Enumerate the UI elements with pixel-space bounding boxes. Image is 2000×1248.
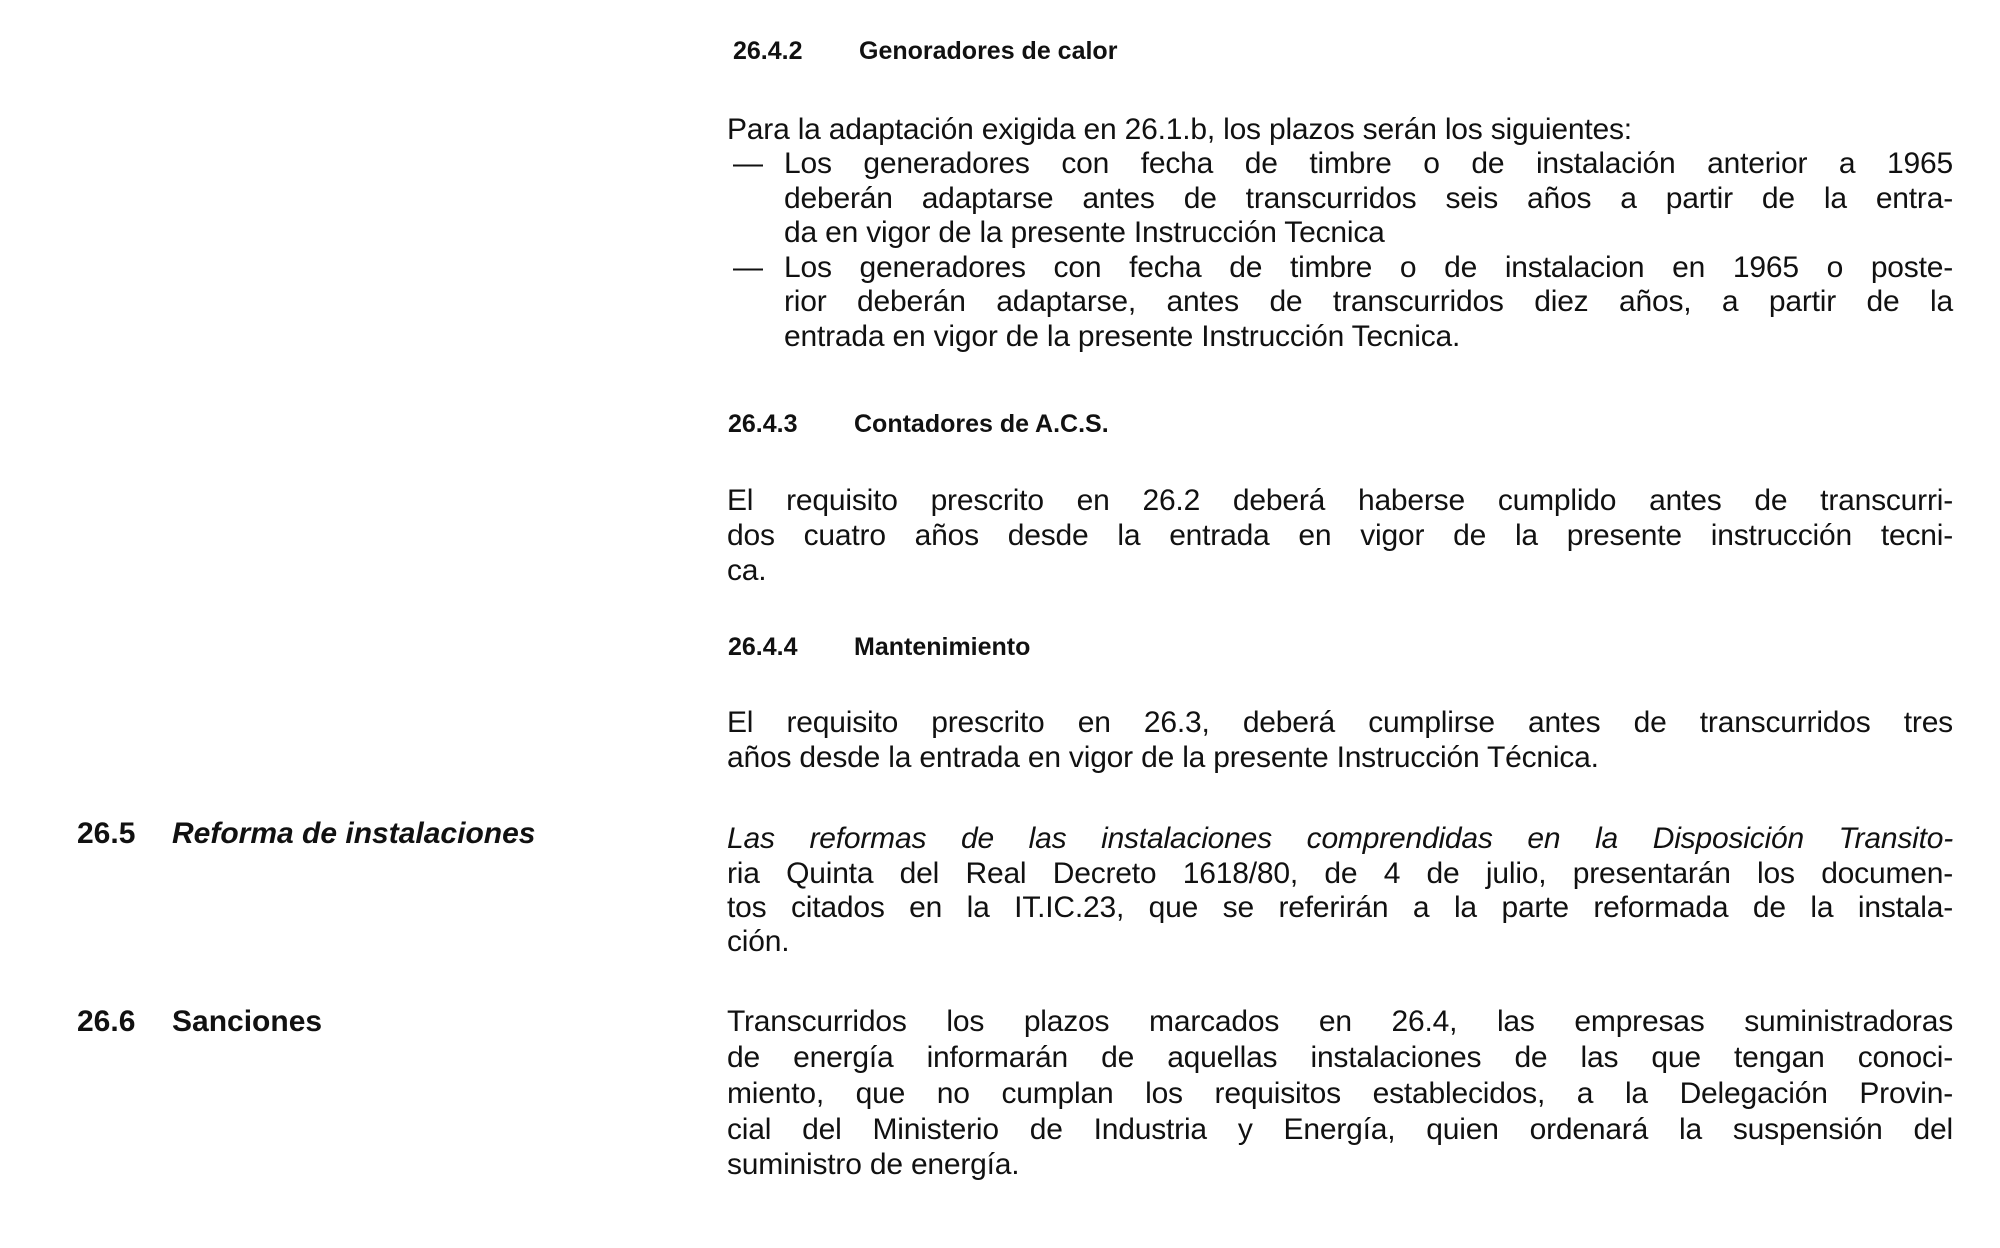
section-number: 26.5 <box>77 817 136 850</box>
section-title: Reforma de instalaciones <box>172 817 536 850</box>
paragraph-line: ca. <box>727 554 767 587</box>
paragraph-line: años desde la entrada en vigor de la presente Instrucción Técnica. <box>727 741 1599 774</box>
paragraph-line: miento, que no cumplan los requisitos establecidos, a la Delegación Provin- <box>727 1077 1953 1110</box>
dash-bullet-icon: — <box>733 147 763 180</box>
section-number: 26.4.2 <box>733 37 803 65</box>
paragraph-line: cial del Ministerio de Industria y Energía, quien ordenará la suspensión del <box>727 1113 1953 1146</box>
bullet-line: rior deberán adaptarse, antes de transcurridos diez años, a partir de la <box>784 285 1953 318</box>
paragraph-line: El requisito prescrito en 26.2 deberá haberse cumplido antes de transcurri- <box>727 484 1953 517</box>
section-heading-26-4-3 <box>728 409 1109 439</box>
paragraph-line: Para la adaptación exigida en 26.1.b, los plazos serán los siguientes: <box>727 113 1632 146</box>
section-title: Contadores de A.C.S. <box>854 410 1109 438</box>
paragraph-line: ción. <box>727 925 790 958</box>
paragraph-line: Transcurridos los plazos marcados en 26.4, las empresas suministradoras <box>727 1005 1953 1038</box>
bullet-line: deberán adaptarse antes de transcurridos seis años a partir de la entra- <box>784 182 1953 215</box>
section-number: 26.4.4 <box>728 633 798 661</box>
side-heading-26-5 <box>77 817 535 851</box>
dash-bullet-icon: — <box>733 251 763 284</box>
bullet-line: da en vigor de la presente Instrucción Tecnica <box>784 216 1385 249</box>
section-number: 26.6 <box>77 1005 136 1038</box>
section-title: Genoradores de calor <box>859 37 1118 65</box>
paragraph-line: suministro de energía. <box>727 1148 1020 1181</box>
section-number: 26.4.3 <box>728 410 798 438</box>
section-title: Mantenimiento <box>854 633 1031 661</box>
bullet-line: Los generadores con fecha de timbre o de instalacion en 1965 o poste- <box>784 251 1953 284</box>
paragraph-line: de energía informarán de aquellas instalaciones de las que tengan conoci- <box>727 1041 1953 1074</box>
side-heading-26-6 <box>77 1005 322 1039</box>
paragraph-line: ria Quinta del Real Decreto 1618/80, de 4 de julio, presentarán los documen- <box>727 857 1953 890</box>
paragraph-line: tos citados en la IT.IC.23, que se referirán a la parte reformada de la instala- <box>727 891 1953 924</box>
paragraph-line: Las reformas de las instalaciones comprendidas en la Disposición Transito- <box>727 822 1953 855</box>
section-title: Sanciones <box>172 1005 323 1038</box>
section-heading-26-4-2 <box>733 36 1117 66</box>
section-heading-26-4-4 <box>728 632 1030 662</box>
paragraph-line: dos cuatro años desde la entrada en vigor de la presente instrucción tecni- <box>727 519 1953 552</box>
bullet-line: entrada en vigor de la presente Instrucción Tecnica. <box>784 320 1461 353</box>
paragraph-line: El requisito prescrito en 26.3, deberá cumplirse antes de transcurridos tres <box>727 706 1953 739</box>
bullet-line: Los generadores con fecha de timbre o de instalación anterior a 1965 <box>784 147 1953 180</box>
